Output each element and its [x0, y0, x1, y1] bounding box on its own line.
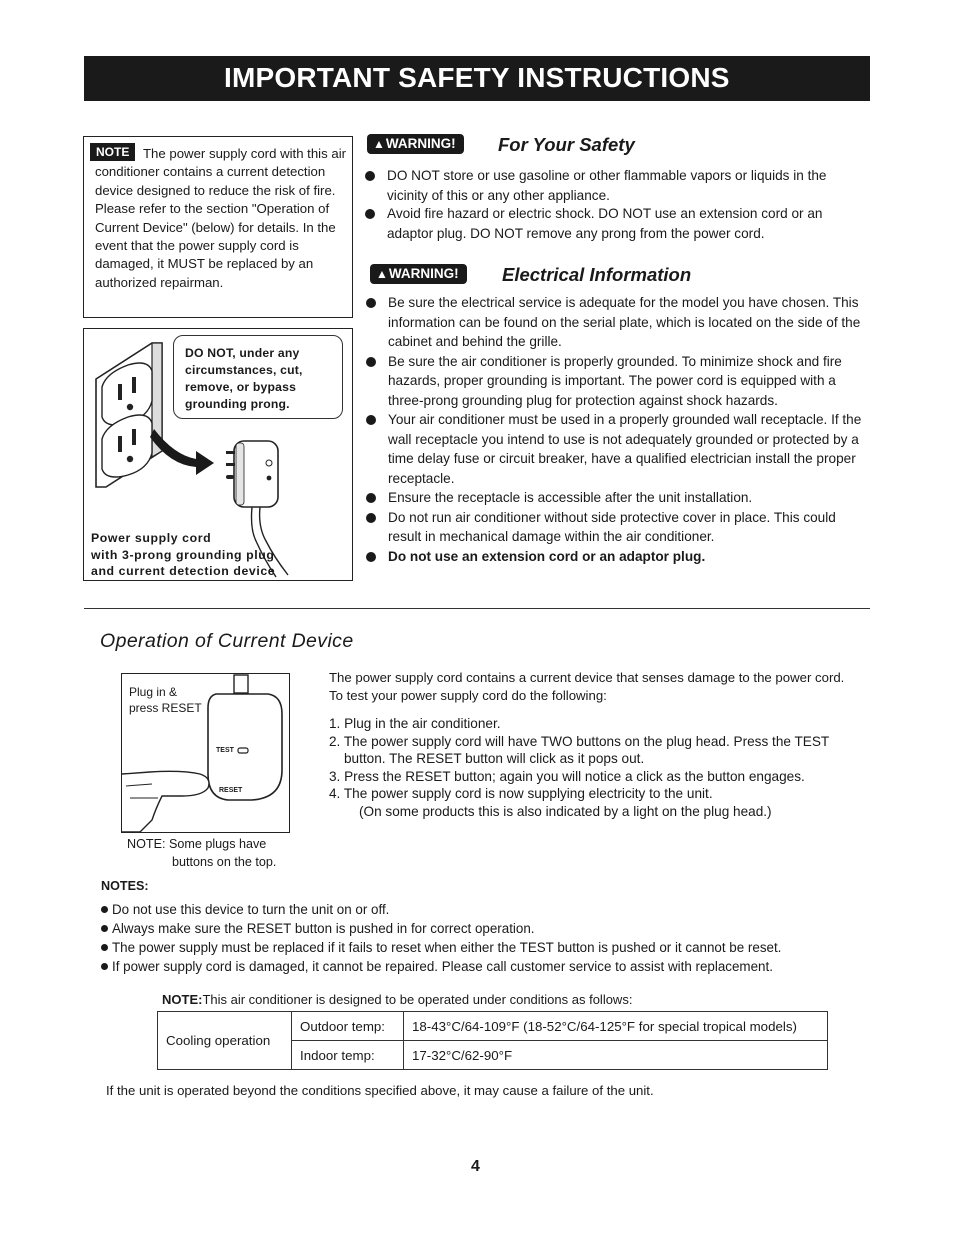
bullet-icon: [366, 298, 376, 308]
warning-triangle-icon: ▲: [373, 137, 385, 151]
page-number: 4: [471, 1158, 480, 1175]
bullet-icon: [101, 906, 108, 913]
operation-intro: The power supply cord contains a current device that senses damage to the power cord. To test your power supply cord do the following:: [329, 670, 845, 703]
list-item: 4. The power supply cord is now supplying electricity to the unit. (On some products this is also indicated by a light on the plug head.): [329, 786, 772, 819]
test-button-label: TEST: [216, 747, 234, 754]
warning-badge: ▲WARNING!: [370, 264, 467, 284]
bullet-icon: [101, 963, 108, 970]
list-item: Avoid fire hazard or electric shock. DO NOT use an extension cord or an adaptor plug. DO NOT remove any prong from the power cord.: [365, 204, 855, 243]
safety-heading: For Your Safety: [498, 134, 635, 155]
conditions-note: NOTE:This air conditioner is designed to be operated under conditions as follows:: [162, 992, 633, 1007]
note-box: [83, 136, 353, 318]
bullet-icon: [365, 209, 375, 219]
title-bar: [84, 56, 870, 101]
table-row: [158, 1012, 828, 1041]
plug-test-figure: Plug in & press RESET TEST RESET: [121, 673, 290, 833]
conditions-table: [157, 1011, 828, 1070]
electrical-list: [366, 293, 862, 566]
list-item: Do not run air conditioner without side protective cover in place. This could result in mechanical damage within the air conditioner.: [366, 508, 862, 547]
list-item: Your air conditioner must be used in a properly grounded wall receptacle. If the wall receptacle you intend to use is not adequately grounded or protected by a time delay fuse or circuit breaker, have a qualified electrician install the proper receptacle.: [366, 410, 862, 488]
bullet-icon: [365, 171, 375, 181]
list-item: If power supply cord is damaged, it cannot be repaired. Please call customer service to assist with replacement.: [101, 957, 861, 976]
safety-list: [365, 166, 855, 243]
note-text: The power supply cord with this air conditioner contains a current detection device designed to reduce the risk of fire. Please refer to the section "Operation of Current Device" (below) for details. In the event that the power supply cord is damaged, it MUST be replaced by an authorized repairman.: [95, 146, 347, 290]
bullet-icon: [366, 357, 376, 367]
bullet-icon: [366, 493, 376, 503]
plug-head-illustration: [122, 674, 289, 832]
operation-heading: Operation of Current Device: [100, 630, 354, 652]
list-item: Ensure the receptacle is accessible after the unit installation.: [366, 488, 862, 508]
plug-figure: [83, 328, 353, 581]
reset-button-label: RESET: [219, 787, 243, 794]
table-cell: Outdoor temp:: [292, 1012, 404, 1041]
list-item: DO NOT store or use gasoline or other flammable vapors or liquids in the vicinity of this or any other appliance.: [365, 166, 855, 205]
list-item: Be sure the air conditioner is properly grounded. To minimize shock and fire hazards, proper grounding is important. The power cord is equipped with a three-prong grounding plug for protection against shock hazards.: [366, 352, 862, 411]
table-cell: Indoor temp:: [292, 1041, 404, 1070]
list-item: Do not use this device to turn the unit on or off.: [101, 900, 861, 919]
list-item: Be sure the electrical service is adequate for the model you have chosen. This information can be found on the serial plate, which is located on the side of the cabinet and behind the grille.: [366, 293, 862, 352]
bullet-icon: [101, 944, 108, 951]
plug-caption: Power supply cord with 3-prong grounding plug and current detection device: [91, 531, 276, 578]
bullet-icon: [366, 513, 376, 523]
list-item: 1. Plug in the air conditioner.: [329, 716, 501, 731]
bullet-icon: [366, 552, 376, 562]
bullet-icon: [101, 925, 108, 932]
list-item: Always make sure the RESET button is pushed in for correct operation.: [101, 919, 861, 938]
list-item: 2. The power supply cord will have TWO buttons on the plug head. Press the TEST button. The RESET button will click as it pops out.: [329, 733, 829, 767]
table-cell: Cooling operation: [158, 1012, 292, 1070]
bullet-icon: [366, 415, 376, 425]
list-item: 3. Press the RESET button; again you will notice a click as the button engages.: [329, 768, 805, 784]
operation-steps: [329, 715, 859, 821]
warning-badge: ▲WARNING!: [367, 134, 464, 154]
figure-caption: NOTE: Some plugs have buttons on the top.: [127, 837, 277, 869]
notes-list: [101, 900, 861, 976]
list-item: The power supply must be replaced if it fails to reset when either the TEST button is pushed or it cannot be reset.: [101, 938, 861, 957]
warning-triangle-icon: ▲: [376, 267, 388, 281]
note-tag: NOTE: [90, 143, 135, 161]
page-title: IMPORTANT SAFETY INSTRUCTIONS: [224, 62, 730, 93]
notes-title: NOTES:: [101, 879, 149, 893]
grounding-warning-callout: DO NOT, under any circumstances, cut, remove, or bypass grounding prong.: [173, 335, 343, 419]
table-cell: 18-43°C/64-109°F (18-52°C/64-125°F for special tropical models): [404, 1012, 828, 1041]
electrical-heading: Electrical Information: [502, 264, 692, 285]
section-divider: [84, 608, 870, 609]
list-item: Do not use an extension cord or an adaptor plug.: [366, 547, 862, 567]
table-cell: 17-32°C/62-90°F: [404, 1041, 828, 1070]
conditions-footer: If the unit is operated beyond the conditions specified above, it may cause a failure of the unit.: [106, 1083, 654, 1098]
